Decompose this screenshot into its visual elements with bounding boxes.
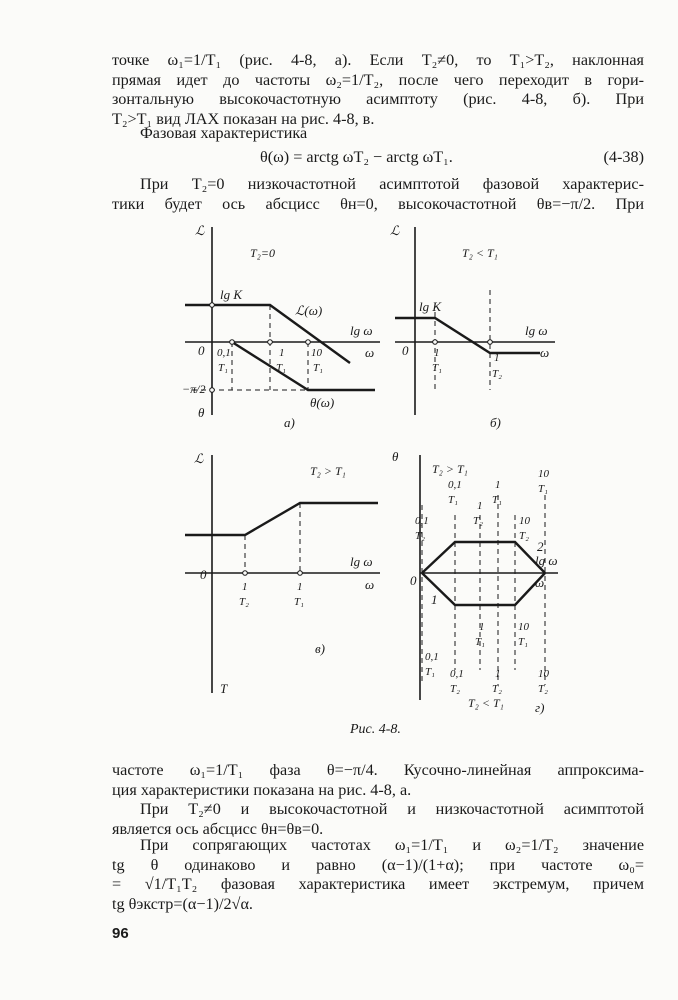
d-curve-2 [422,542,545,573]
d-top-tick-6-den: T₁ [538,483,548,495]
p3-line-1: При T₂=0 низкочастотной асимптотой фазовой характерис- [140,175,644,193]
a-lgw: lg ω [350,323,373,338]
p6-line-2: tg θ одинаково и равно (α−1)/(1+α); при частоте ω₀= [112,855,644,874]
c-curve [185,503,378,535]
b-curve [395,318,540,353]
b-label: б) [490,415,501,430]
b-w: ω [540,345,550,360]
a-w: ω [365,345,375,360]
a-t2-den: T₁ [276,362,286,374]
d-top-tick-1-num: 0,1 [415,515,429,527]
c-t1-den: T₂ [239,596,249,608]
c-lgw: lg ω [350,554,373,569]
b-t1-den: T₁ [432,362,442,374]
b-lgk: lg K [419,299,442,314]
d-bottom-tick-5-den: T₁ [518,636,528,648]
p2-line-1: Фазовая характеристика [140,124,308,142]
p4-line-2: ция характеристики показана на рис. 4-8, а. [112,780,412,799]
p1-line-3: зонтальную высокочастотную асимптоту (рис. 4-8, б). При [112,90,644,108]
a-lgk: lg K [220,287,243,302]
p4-line-1: частоте ω₁=1/T₁ фаза θ=−π/4. Кусочно-линейная аппроксима- [112,761,644,779]
a-t2-num: 1 [279,347,285,359]
b-title: T₂ < T₁ [462,246,498,260]
paragraph-2 [112,124,644,144]
d-zero: 0 [410,573,417,588]
d-top-tick-4-den: T₁ [492,494,502,506]
b-t1-num: 1 [434,347,440,359]
paragraph-5 [112,800,644,839]
d-lgw: lg ω [535,553,558,568]
d-bottom-tick-2-den: T₂ [450,683,460,695]
d-bottom-tick-3-den: T₁ [475,636,485,648]
c-w: ω [365,577,375,592]
c-t2-num: 1 [297,581,303,593]
figure-4-8 [180,215,560,725]
b-lgw: lg ω [525,323,548,338]
d-bottom-tick-1-den: T₁ [425,666,435,678]
subplot-a [185,227,380,415]
d-bottom-tick-4-num: 1 [495,668,501,680]
d-top-tick-3-num: 1 [477,500,483,512]
a-title: T₂=0 [250,246,275,260]
a-t3-den: T₁ [313,362,323,374]
p1-line-4: T₂>T₁ вид ЛАХ показан на рис. 4-8, в. [112,109,375,128]
c-t1-num: 1 [242,581,248,593]
p6-line-4: tg θэкстр=(α−1)/2√α. [112,894,253,913]
d-curve-1 [422,573,545,605]
c-t2-den: T₁ [294,596,304,608]
d-w: ω [535,575,545,590]
d-label: г) [535,700,545,715]
equation-4-38 [112,148,644,168]
d-bottom-tick-5-num: 10 [518,621,529,633]
c-zero: 0 [200,567,207,582]
c-bottom-axis: T [220,681,228,696]
d-bottom-tick-4-den: T₂ [492,683,502,695]
b-zero: 0 [402,343,409,358]
d-top-tick-1-den: T₂ [415,530,425,542]
a-label: а) [284,415,295,430]
figure-caption: Рис. 4-8. [350,722,401,737]
paragraph-3 [112,175,644,214]
d-bottom-tick-2-num: 0,1 [450,668,464,680]
equation-number: (4-38) [603,148,644,166]
paragraph-1 [112,51,644,129]
a-t1-num: 0,1 [217,347,231,359]
a-theta-axis: θ [198,405,205,420]
a-t3-num: 10 [311,347,322,359]
d-bottom-tick-1-num: 0,1 [425,651,439,663]
a-y-label: ℒ [195,223,205,238]
p1-line-2: прямая идет до частоты ω₂=1/T₂, после чего переходит в гори- [112,70,644,89]
p6-line-1: При сопрягающих частотах ω₁=1/T₁ и ω₂=1/T₂ значение [140,836,644,854]
d-top-tick-2-num: 0,1 [448,479,462,491]
paragraph-4 [112,761,644,800]
d-bottom-tick-6-den: T₂ [538,683,548,695]
p3-line-2: тики будет ось абсцисс θн=0, высокочастотной θв=−π/2. При [112,194,644,213]
a-curve-theta-label: θ(ω) [310,395,335,410]
d-top-tick-2-den: T₁ [448,494,458,506]
d-bottom-tick-6-num: 10 [538,668,549,680]
subplot-c [185,455,380,693]
d-top-tick-4-num: 1 [495,479,501,491]
a-zero: 0 [198,343,205,358]
b-t2-num: 1 [494,352,500,364]
d-top-tick-3-den: T₂ [473,515,483,527]
d-y-label: θ [392,449,399,464]
d-curve-2-label: 2 [537,539,544,554]
a-curve-L-label: ℒ(ω) [295,303,323,318]
d-bottom-title: T₂ < T₁ [468,696,504,710]
c-title: T₂ > T₁ [310,464,346,478]
a-curve-L [185,305,350,363]
b-y-label: ℒ [390,223,400,238]
p5-line-2: является ось абсцисс θн=θв=0. [112,819,324,838]
d-top-tick-5-num: 10 [519,515,530,527]
a-t1-den: T₁ [218,362,228,374]
c-y-label: ℒ [194,451,204,466]
equation-formula: θ(ω) = arctg ωT₂ − arctg ωT₁. [260,148,453,166]
d-curve-1-label: 1 [431,592,438,607]
d-top-tick-5-den: T₂ [519,530,529,542]
d-bottom-tick-3-num: 1 [479,621,485,633]
d-top-title: T₂ > T₁ [432,462,468,476]
p5-line-1: При T₂≠0 и высокочастотной и низкочастотной асимптотой [140,800,644,818]
paragraph-6 [112,836,644,914]
c-label: в) [315,641,325,656]
p1-line-1: точке ω₁=1/T₁ (рис. 4-8, а). Если T₂≠0, то T₁>T₂, наклонная [112,51,644,69]
page-number: 96 [112,925,129,942]
a-curve-theta [232,342,375,390]
a-minus-pi-half: −π/2 [182,382,206,396]
b-t2-den: T₂ [492,368,502,380]
d-top-tick-6-num: 10 [538,468,549,480]
p6-line-3: = √1/T₁T₂ фазовая характеристика имеет экстремум, причем [112,875,644,893]
